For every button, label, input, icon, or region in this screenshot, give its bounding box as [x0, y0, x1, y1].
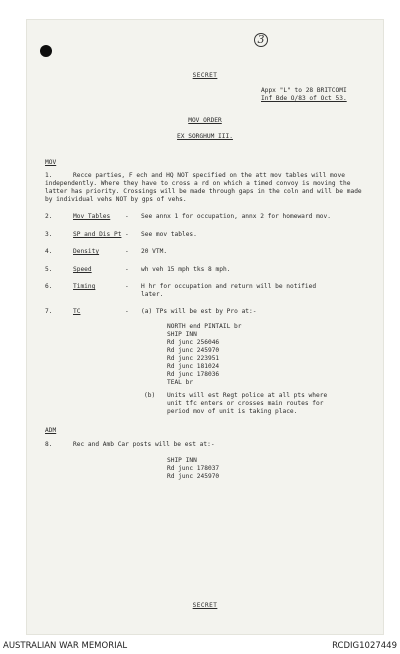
tc-point: Rd junc 178036	[167, 371, 220, 378]
item-value: See mov tables.	[141, 231, 197, 238]
footer-institution: AUSTRALIAN WAR MEMORIAL	[3, 641, 128, 651]
item-value: H hr for occupation and return will be notified	[141, 283, 317, 290]
tc-point: Rd junc 181024	[167, 363, 220, 370]
item-key: Speed	[73, 266, 92, 273]
reference-line-1: Appx "L" to 28 BRITCOMI	[261, 87, 347, 94]
item-number: 4.	[45, 248, 53, 255]
adm-point: Rd junc 245970	[167, 473, 220, 480]
handwritten-mark	[254, 33, 270, 47]
tc-point: NORTH end PINTAIL br	[167, 323, 242, 330]
item-dash: -	[125, 213, 129, 220]
tc-b-line-1: Units will est Regt police at all pts where	[167, 392, 328, 399]
item-value: 20 VTM.	[141, 248, 168, 255]
secret-bottom: SECRET	[192, 602, 218, 609]
item-key: Timing	[73, 283, 96, 290]
para-8-text: Rec and Amb Car posts will be est at:-	[73, 441, 215, 448]
para-1-number: 1.	[45, 172, 53, 179]
punch-hole	[40, 45, 52, 57]
item-key: Density	[73, 248, 100, 255]
item-number: 5.	[45, 266, 53, 273]
tc-point: Rd junc 245970	[167, 347, 220, 354]
item-dash: -	[125, 231, 129, 238]
item-key: Mov Tables	[73, 213, 111, 220]
tc-b-line-2: unit tfc enters or crosses main routes for	[167, 400, 324, 407]
section-heading-mov: MOV	[45, 159, 57, 166]
tc-point: Rd junc 256046	[167, 339, 220, 346]
item-number: 3.	[45, 231, 53, 238]
folio-number: 3	[254, 33, 268, 47]
item-value: wh veh 15 mph tks 8 mph.	[141, 266, 231, 273]
adm-point: Rd junc 178037	[167, 465, 220, 472]
item-value: (a) TPs will be est by Pro at:-	[141, 308, 257, 315]
item-value: See annx 1 for occupation, annx 2 for homeward mov.	[141, 213, 331, 220]
para-1-text: Recce parties, F ech and HQ NOT specified on the att mov tables will move independently. Where they have to cross a rd on which a timed convoy is moving the latter has priority. Crossings will be made through gaps in the coln and will be made by individual vehs NOT by gps of vehs.	[45, 172, 362, 203]
secret-top: SECRET	[192, 72, 218, 79]
item-dash: -	[125, 266, 129, 273]
page-subtitle: EX SORGHUM III.	[177, 133, 233, 140]
item-dash: -	[125, 248, 129, 255]
item-number: 6.	[45, 283, 53, 290]
item-dash: -	[125, 308, 129, 315]
item-key: TC	[73, 308, 81, 315]
reference-line-2: Inf Bde O/83 of Oct 53.	[261, 95, 347, 102]
para-8-number: 8.	[45, 441, 53, 448]
item-number: 7.	[45, 308, 53, 315]
item-dash: -	[125, 283, 129, 290]
footer-record-id: RCDIG1027449	[332, 641, 397, 651]
archive-footer	[0, 637, 400, 654]
document-page	[27, 20, 383, 634]
item-6-continuation: later.	[141, 291, 164, 298]
tc-b-label: (b)	[144, 392, 156, 399]
tc-point: Rd junc 223951	[167, 355, 220, 362]
tc-point: TEAL br	[167, 379, 194, 386]
adm-point: SHIP INN	[167, 457, 197, 464]
item-key: SP and Dis Pt	[73, 231, 122, 238]
tc-b-line-3: period mov of unit is taking place.	[167, 408, 298, 415]
page-title: MOV ORDER	[188, 117, 222, 124]
section-heading-adm: ADM	[45, 427, 57, 434]
tc-point: SHIP INN	[167, 331, 197, 338]
item-number: 2.	[45, 213, 53, 220]
